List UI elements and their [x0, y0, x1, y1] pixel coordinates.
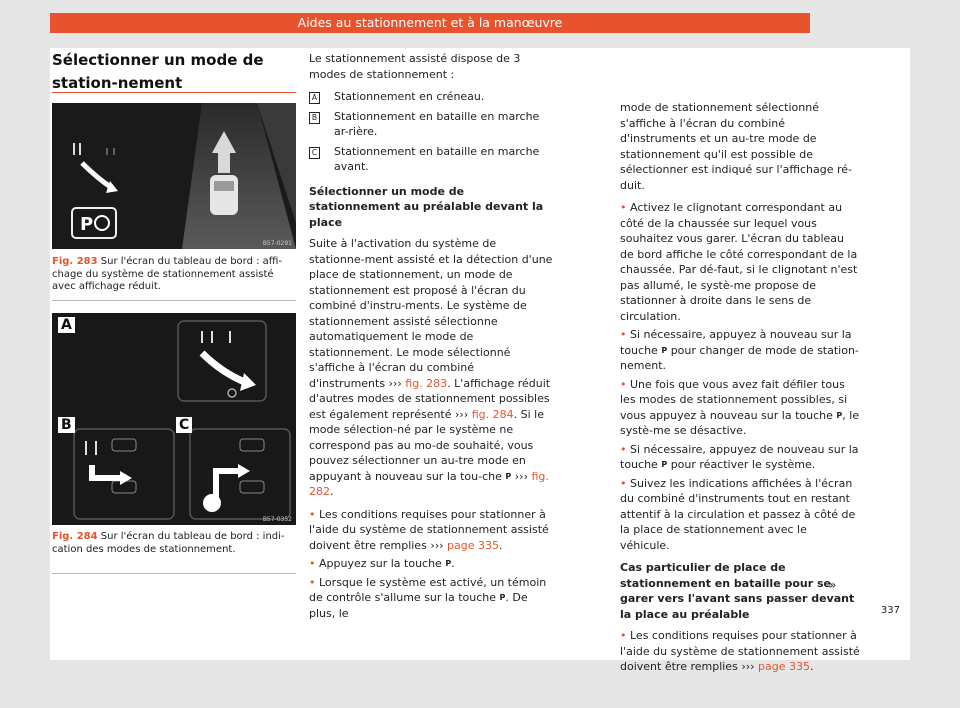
caption-text: Sur l'écran du tableau de bord : affi-chage du système de stationnement assisté avec affichage réduit.: [52, 256, 283, 292]
bullet-item: • Si nécessaire, appuyez de nouveau sur la touche P pour réactiver le système.: [620, 442, 859, 471]
mode-key-c: C: [309, 147, 320, 159]
park-assist-key-icon: P: [505, 471, 512, 481]
fig-283-link[interactable]: fig. 283: [405, 376, 448, 390]
park-assist-key-icon: P: [836, 410, 843, 420]
bullet-item: • Les conditions requises pour stationner à l'aide du système de stationnement assisté doivent être remplies ››› page 335.: [620, 629, 860, 673]
svg-text:P: P: [80, 214, 94, 235]
caption-text: Sur l'écran du tableau de bord : indi-cation des modes de stationnement.: [52, 531, 285, 555]
caption-divider: [52, 300, 296, 301]
subheading: Sélectionner un mode de stationnement au préalable devant la place: [309, 184, 544, 229]
panel-label-c: C: [176, 417, 192, 433]
list-item-text: Stationnement en créneau.: [334, 90, 485, 103]
panel-label-a: A: [58, 317, 75, 333]
mode-key-b: B: [309, 112, 320, 124]
subheading: Cas particulier de place de stationnement en bataille pour se garer vers l'avant sans passer devant la place au préalable: [620, 561, 855, 621]
figure-code: B57-0352: [262, 516, 292, 523]
intro-paragraph: Le stationnement assisté dispose de 3 modes de stationnement :: [309, 52, 521, 81]
bullet-item: • Si nécessaire, appuyez à nouveau sur la touche P pour changer de mode de station-nement.: [620, 328, 859, 372]
mode-key-a: A: [309, 92, 320, 104]
bullet-item: • Lorsque le système est activé, un témoin de contrôle s'allume sur la touche P. De plus, le: [309, 575, 547, 620]
bullet-item: • Appuyez sur la touche P.: [309, 557, 455, 570]
caption-divider: [52, 573, 296, 574]
park-assist-key-icon: P: [445, 559, 452, 568]
list-item: [309, 109, 553, 140]
page-number: 337: [880, 605, 900, 616]
figure-283-caption: [52, 256, 296, 294]
figure-284-image: [52, 313, 296, 525]
panel-label-b: B: [58, 417, 75, 433]
figure-284-caption: [52, 531, 296, 556]
bullet-item: • Suivez les indications affichées à l'écran du combiné d'instruments tout en restant attentif à la circulation et passez à côté de la place de stationnement avec le véhicule.: [620, 476, 856, 552]
figure-label: Fig. 283: [52, 256, 98, 267]
continue-mark: »: [829, 578, 837, 592]
park-assist-key-icon: P: [661, 460, 668, 469]
body-paragraph: mode de stationnement sélectionné s'affiche à l'écran du combiné d'instruments et un au-tre mode de stationnement qu'il est possible de sélectionner est indiqué sur l'affichage ré-duit.: [620, 101, 852, 192]
section-title: Sélectionner un mode de station-nement: [52, 51, 264, 92]
bullet-item: • Une fois que vous avez fait défiler tous les modes de stationnement possibles, si vous appuyez à nouveau sur la touche P, le systè-me se désactive.: [620, 377, 860, 437]
page-335-link[interactable]: page 335: [758, 660, 810, 673]
list-item-text: Stationnement en bataille en marche avant.: [334, 144, 540, 173]
park-assist-key-icon: P: [499, 593, 506, 602]
figure-code: B57-0291: [262, 240, 292, 247]
bullet-item: • Les conditions requises pour stationner à l'aide du système de stationnement assisté doivent être remplies ››› page 335.: [309, 507, 549, 552]
chapter-banner: Aides au stationnement et à la manœuvre: [50, 13, 810, 33]
middle-column: [309, 51, 553, 628]
bullet-item: • Activez le clignotant correspondant au côté de la chaussée sur lequel vous souhaitez vous garer. L'écran du tableau de bord affiche le côté correspondant de la chaussée. Par dé-faut, si le clignotant n'est pas allumé, le systè-me propose de stationner à droite dans le sens de circulation.: [620, 201, 858, 323]
dashboard-reduced-display-illustration: [52, 103, 296, 249]
figure-label: Fig. 284: [52, 531, 98, 542]
parking-modes-illustration: [52, 313, 296, 525]
fig-282-link[interactable]: fig. 282: [309, 469, 549, 498]
fig-284-link[interactable]: fig. 284: [471, 407, 514, 421]
page-335-link[interactable]: page 335: [447, 538, 499, 552]
right-column: [620, 100, 860, 682]
list-item: [309, 89, 553, 105]
list-item: [309, 144, 553, 175]
list-item-text: Stationnement en bataille en marche ar-rière.: [334, 109, 540, 138]
figure-283-image: [52, 103, 296, 249]
title-underline: [52, 92, 296, 93]
park-assist-key-icon: P: [661, 345, 668, 355]
body-paragraph: Suite à l'activation du système de stationne-ment assisté et la détection d'une place de stationnement, un mode de stationnement est proposé à l'écran du combiné d'instru-ments. Le système de stationnement assisté sélectionne automatiquement le mode de stationnement. Le mode sélectionné s'affiche à l'écran du combiné d'instruments ››› fig. 283. L'affichage réduit d'autres modes de stationnement possibles est également représenté ››› fig. 284. Si le mode sélection-né par le système ne correspond pas au mo-de souhaité, vous pouvez sélectionner un au-tre mode en appuyant à nouveau sur la tou-che P ››› fig. 282.: [309, 237, 553, 498]
